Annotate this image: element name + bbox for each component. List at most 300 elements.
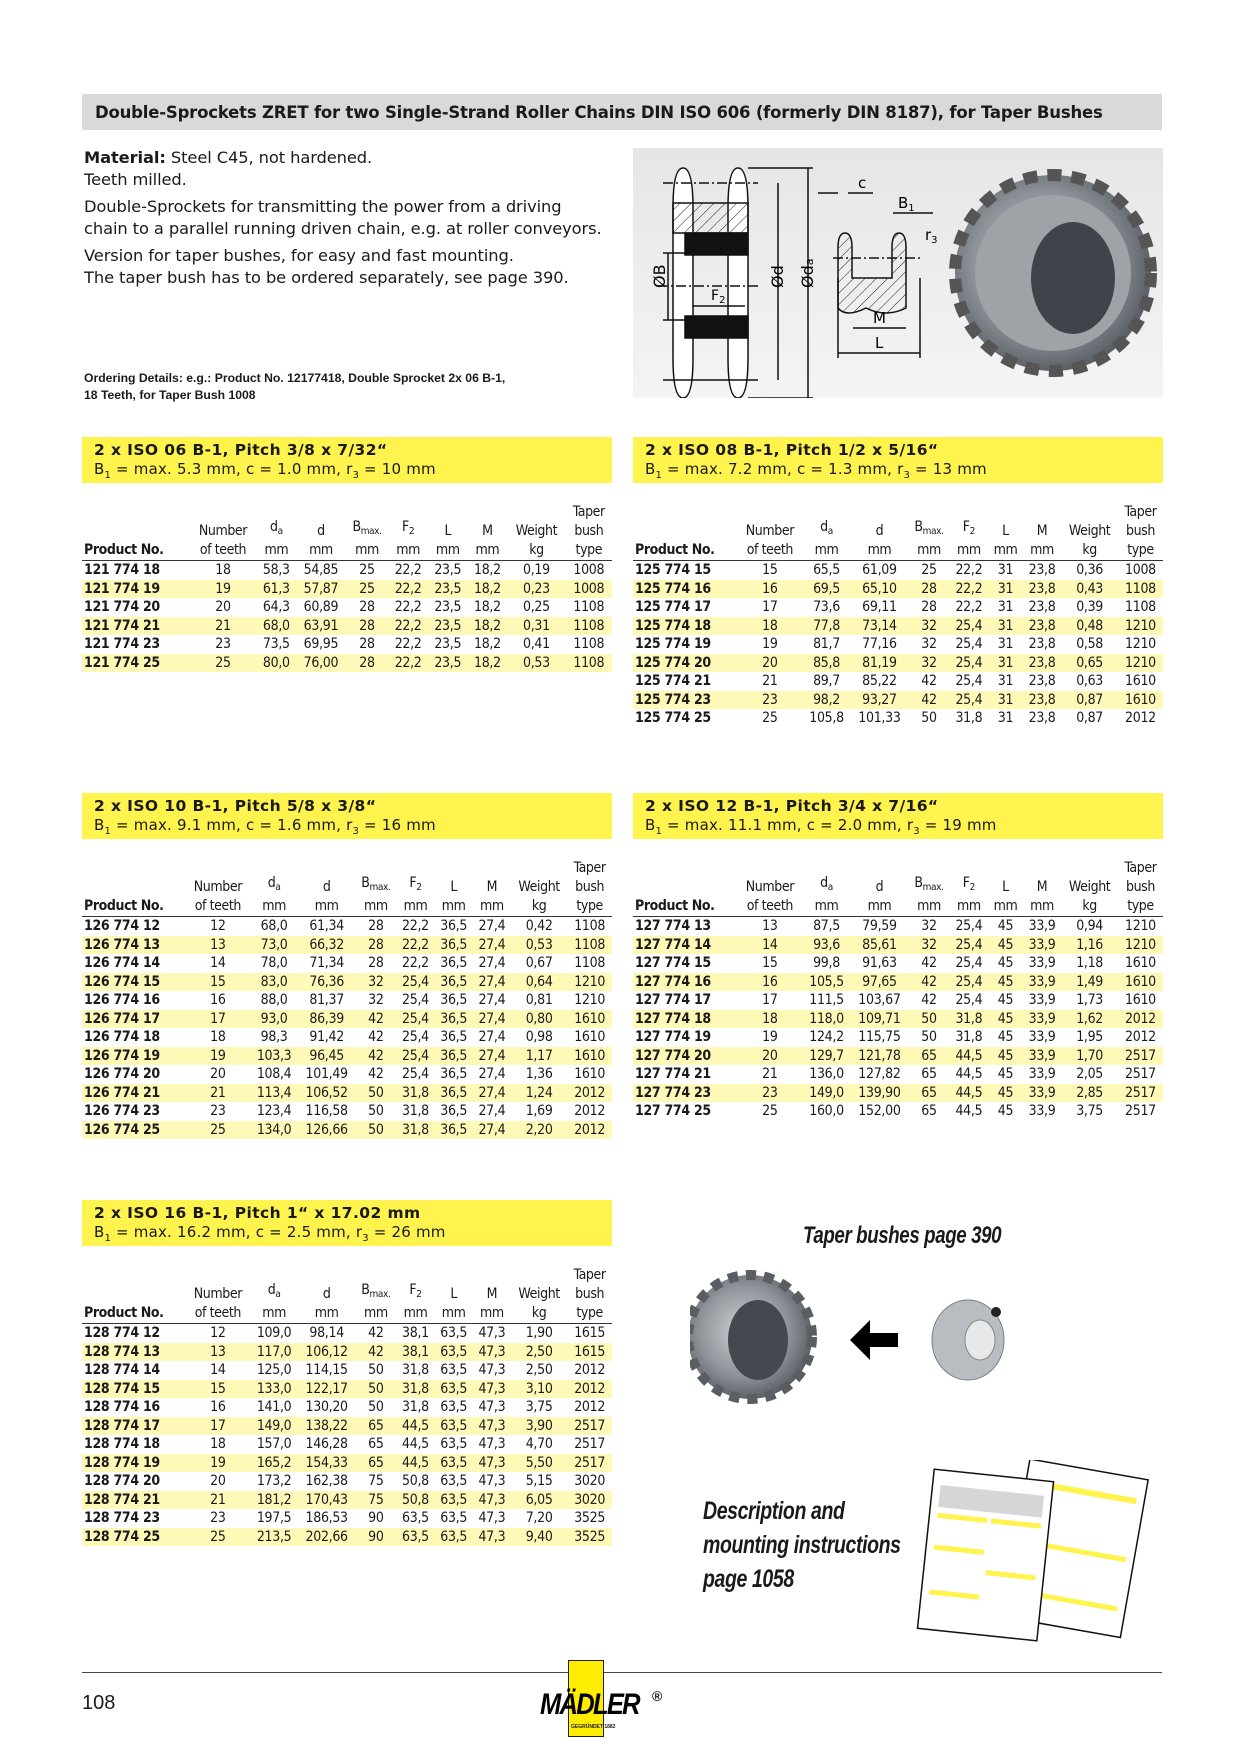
table-cell: 31,8 — [402, 1103, 429, 1119]
table-cell: 129,7 — [802, 1047, 850, 1066]
table-cell: 1,36 — [525, 1066, 553, 1082]
table-cell: 73,6 — [813, 599, 840, 615]
table-cell: 27,4 — [473, 1121, 511, 1140]
table-cell: 25 — [762, 710, 778, 726]
table-cell: 69,11 — [862, 599, 897, 615]
table-cell: 149,0 — [250, 1417, 298, 1436]
product-number: 126 774 16 — [84, 992, 160, 1008]
table-cell: 1210 — [1118, 617, 1163, 636]
table-cell: 22,2 — [388, 654, 428, 673]
table-cell: 2517 — [567, 1417, 612, 1436]
table-cell: 114,15 — [305, 1362, 348, 1378]
section-iso-16 — [82, 1200, 612, 1546]
section-header — [633, 793, 1163, 839]
table-cell: 31,8 — [396, 1380, 434, 1399]
table-cell: 75 — [355, 1491, 396, 1510]
table-cell: 32 — [355, 973, 396, 992]
table-cell: 22,2 — [950, 580, 989, 599]
table-row — [633, 1102, 1163, 1121]
col-d-header: d mm — [298, 1266, 355, 1324]
table-cell: 64,3 — [262, 599, 290, 615]
table-cell: 45 — [997, 955, 1014, 971]
table-row — [82, 561, 612, 580]
table-cell: 22,2 — [394, 562, 422, 578]
table-cell: 47,3 — [473, 1528, 511, 1547]
table-cell: 1,62 — [1061, 1010, 1118, 1029]
table-cell: 0,42 — [525, 918, 553, 934]
table-cell: 58,3 — [262, 562, 290, 578]
table-row — [82, 1121, 612, 1140]
table-cell: 68,0 — [260, 918, 288, 934]
product-table — [633, 503, 1163, 728]
table-cell: 122,17 — [298, 1380, 355, 1399]
table-cell: 1108 — [573, 599, 605, 615]
table-cell: 1210 — [567, 973, 612, 992]
table-cell: 36,5 — [435, 936, 473, 955]
table-cell: 13 — [186, 1343, 251, 1362]
col-weight-header: Weight kg — [1061, 503, 1118, 561]
table-cell: 45 — [988, 1010, 1023, 1029]
table-cell: 0,81 — [525, 992, 553, 1008]
product-number: 125 774 15 — [635, 562, 711, 578]
section-header — [633, 437, 1163, 483]
table-cell: 50 — [355, 1121, 396, 1140]
table-cell: 2012 — [1125, 1029, 1156, 1045]
section-header — [82, 793, 612, 839]
sprocket-image — [690, 1275, 812, 1399]
table-cell: 36,5 — [435, 1047, 473, 1066]
table-cell: 2,05 — [1076, 1066, 1104, 1082]
table-cell: 1,24 — [511, 1084, 567, 1103]
product-number: 125 774 17 — [635, 599, 711, 615]
table-cell: 28 — [921, 599, 937, 615]
table-row — [82, 936, 612, 955]
product-number: 128 774 23 — [84, 1510, 160, 1526]
table-cell: 25,4 — [950, 617, 989, 636]
instruction-pages-image — [905, 1460, 1165, 1645]
table-cell: 0,65 — [1061, 654, 1118, 673]
col-d-header: d mm — [298, 859, 355, 917]
table-cell: 0,53 — [511, 936, 567, 955]
product-number: 125 774 25 — [635, 710, 711, 726]
table-cell: 111,5 — [809, 992, 844, 1008]
table-cell: 1,73 — [1076, 992, 1104, 1008]
footer-divider — [82, 1672, 1162, 1673]
description-line: Version for taper bushes, for easy and fast mounting. — [84, 246, 514, 265]
table-cell: 50 — [921, 1029, 937, 1045]
table-cell: 16 — [210, 992, 226, 1008]
table-cell: 3525 — [567, 1528, 612, 1547]
product-number: 128 774 12 — [84, 1325, 160, 1341]
table-cell: 139,90 — [851, 1084, 909, 1103]
product-number: 127 774 25 — [635, 1103, 711, 1119]
table-cell: 54,85 — [303, 562, 339, 578]
product-number: 126 774 17 — [82, 1010, 186, 1029]
table-cell: 33,9 — [1023, 1010, 1062, 1029]
table-cell: 32 — [908, 936, 949, 955]
table-row — [633, 1065, 1163, 1084]
col-teeth-header: Number of teeth — [737, 859, 802, 917]
table-cell: 1615 — [567, 1343, 612, 1362]
table-cell: 3,10 — [511, 1380, 567, 1399]
table-cell: 1,90 — [525, 1325, 553, 1341]
table-cell: 18 — [215, 562, 231, 578]
ordering-line: 18 Teeth, for Taper Bush 1008 — [84, 388, 256, 402]
table-row — [633, 1084, 1163, 1103]
table-cell: 18 — [210, 1029, 226, 1045]
col-d-header: d mm — [296, 503, 346, 561]
table-cell: 18,2 — [474, 599, 501, 615]
table-cell: 91,42 — [309, 1029, 344, 1045]
taper-bush-image — [932, 1300, 1004, 1380]
table-cell: 50 — [921, 710, 937, 726]
ordering-line: Ordering Details: e.g.: Product No. 12177418, Double Sprocket 2x 06 B-1, — [84, 371, 506, 385]
table-cell: 27,4 — [473, 973, 511, 992]
table-cell: 4,70 — [525, 1436, 553, 1452]
table-cell: 32 — [368, 992, 384, 1008]
table-cell: 31,8 — [402, 1362, 429, 1378]
table-cell: 0,36 — [1076, 562, 1104, 578]
table-cell: 36,5 — [435, 973, 473, 992]
col-l-header: L mm — [428, 503, 468, 561]
table-cell: 23,8 — [1023, 654, 1062, 673]
table-cell: 31,8 — [955, 1029, 983, 1045]
table-cell: 6,05 — [511, 1491, 567, 1510]
table-cell: 27,4 — [478, 1103, 506, 1119]
table-cell: 2517 — [567, 1454, 612, 1473]
table-cell: 1210 — [1118, 936, 1163, 955]
table-cell: 23,5 — [434, 636, 462, 652]
table-cell: 2,50 — [525, 1362, 553, 1378]
product-number: 125 774 19 — [635, 636, 711, 652]
product-number: 121 774 18 — [84, 562, 160, 578]
table-cell: 42 — [908, 973, 949, 992]
table-cell: 2012 — [567, 1084, 612, 1103]
table-cell: 19 — [762, 636, 778, 652]
table-cell: 3,75 — [1076, 1103, 1104, 1119]
description-line: Double-Sprockets for transmitting the power from a driving — [84, 197, 562, 216]
table-cell: 22,2 — [955, 562, 983, 578]
product-number: 126 774 19 — [82, 1047, 186, 1066]
table-cell: 1615 — [574, 1325, 606, 1341]
table-cell: 47,3 — [473, 1491, 511, 1510]
table-row — [82, 1528, 612, 1547]
table-cell: 18,2 — [468, 617, 508, 636]
col-weight-header: Weight kg — [1061, 859, 1118, 917]
table-cell: 31 — [988, 617, 1023, 636]
table-row — [82, 1509, 612, 1528]
table-cell: 2012 — [567, 1380, 612, 1399]
table-cell: 47,3 — [473, 1454, 511, 1473]
col-taper-bush-header: Taper bush type — [567, 1266, 612, 1324]
table-cell: 69,95 — [303, 636, 339, 652]
col-taper-bush-header: Taper bush type — [1118, 503, 1163, 561]
col-m-header: M mm — [473, 859, 511, 917]
table-header-row — [82, 859, 612, 917]
table-cell: 45 — [997, 1029, 1014, 1045]
diameter-da-label: Øda — [798, 258, 817, 288]
table-row — [82, 1343, 612, 1362]
table-cell: 38,1 — [402, 1325, 429, 1341]
table-cell: 36,5 — [440, 955, 468, 971]
table-cell: 0,87 — [1061, 691, 1118, 710]
table-cell: 0,19 — [523, 562, 550, 578]
table-cell: 152,00 — [858, 1103, 901, 1119]
table-cell: 25,4 — [402, 1029, 429, 1045]
table-cell: 61,09 — [862, 562, 897, 578]
table-cell: 65 — [921, 1066, 937, 1082]
table-cell: 1108 — [574, 955, 606, 971]
table-cell: 115,75 — [858, 1029, 901, 1045]
table-cell: 25,4 — [955, 992, 983, 1008]
table-cell: 47,3 — [473, 1343, 511, 1362]
table-cell: 50 — [355, 1380, 396, 1399]
table-cell: 65,10 — [851, 580, 909, 599]
table-cell: 7,20 — [525, 1510, 553, 1526]
table-cell: 117,0 — [250, 1343, 298, 1362]
table-cell: 23,8 — [1028, 562, 1056, 578]
table-cell: 18,2 — [474, 636, 501, 652]
product-number: 125 774 21 — [635, 673, 711, 689]
table-cell: 1108 — [566, 654, 612, 673]
table-cell: 28 — [368, 955, 384, 971]
table-cell: 50 — [368, 1399, 384, 1415]
col-da-header: $d_a$ mm — [250, 1266, 298, 1324]
section-title: 2 x ISO 16 B-1, Pitch 1“ x 17.02 mm — [94, 1204, 421, 1222]
table-cell: 157,0 — [256, 1436, 292, 1452]
table-row — [633, 691, 1163, 710]
product-number: 128 774 15 — [82, 1380, 186, 1399]
col-teeth-header: Number of teeth — [737, 503, 802, 561]
table-cell: 42 — [921, 992, 937, 1008]
product-number: 128 774 13 — [82, 1343, 186, 1362]
table-cell: 22,2 — [388, 580, 428, 599]
table-row — [633, 1028, 1163, 1047]
material-label: Material: — [84, 148, 166, 167]
table-cell: 20 — [210, 1066, 226, 1082]
table-cell: 73,5 — [262, 636, 290, 652]
table-cell: 50 — [368, 1362, 384, 1378]
product-number: 128 774 14 — [84, 1362, 160, 1378]
table-cell: 71,34 — [309, 955, 344, 971]
table-cell: 0,25 — [523, 599, 550, 615]
table-cell: 1610 — [1125, 992, 1156, 1008]
table-cell: 36,5 — [440, 1066, 468, 1082]
table-header-row — [633, 503, 1163, 561]
table-cell: 73,0 — [250, 936, 298, 955]
table-cell: 89,7 — [813, 673, 840, 689]
table-cell: 25 — [762, 1103, 778, 1119]
table-cell: 42 — [921, 673, 937, 689]
table-cell: 25 — [359, 562, 375, 578]
table-cell: 23 — [215, 636, 231, 652]
table-cell: 47,3 — [478, 1325, 506, 1341]
table-cell: 65 — [368, 1436, 384, 1452]
table-cell: 103,67 — [858, 992, 901, 1008]
table-cell: 13 — [186, 936, 251, 955]
table-cell: 0,98 — [525, 1029, 553, 1045]
table-row — [82, 954, 612, 973]
diameter-d-label: Ød — [768, 265, 787, 288]
table-cell: 65 — [355, 1417, 396, 1436]
table-cell: 81,7 — [813, 636, 840, 652]
table-cell: 47,3 — [478, 1473, 506, 1489]
table-row — [82, 991, 612, 1010]
table-cell: 63,5 — [435, 1528, 473, 1547]
table-cell: 23,5 — [428, 617, 468, 636]
table-cell: 1108 — [1118, 580, 1163, 599]
table-cell: 47,3 — [473, 1417, 511, 1436]
table-cell: 21 — [186, 1084, 251, 1103]
table-cell: 78,0 — [260, 955, 288, 971]
table-cell: 1610 — [567, 1010, 612, 1029]
product-number: 126 774 13 — [82, 936, 186, 955]
table-cell: 165,2 — [250, 1454, 298, 1473]
table-row — [82, 1010, 612, 1029]
section-iso-10 — [82, 793, 612, 1139]
table-row — [82, 1417, 612, 1436]
product-number: 127 774 13 — [635, 918, 711, 934]
col-taper-bush-header: Taper bush type — [566, 503, 612, 561]
table-cell: 97,65 — [851, 973, 909, 992]
table-cell: 77,16 — [862, 636, 897, 652]
table-cell: 25,4 — [396, 973, 434, 992]
table-cell: 76,36 — [298, 973, 355, 992]
table-cell: 116,58 — [305, 1103, 348, 1119]
col-f2-header: $F_2$ mm — [396, 1266, 434, 1324]
table-cell: 27,4 — [478, 1066, 506, 1082]
table-cell: 31,8 — [396, 1084, 434, 1103]
table-cell: 0,58 — [1076, 636, 1104, 652]
table-cell: 1108 — [573, 636, 605, 652]
table-cell: 27,4 — [478, 955, 506, 971]
table-row — [82, 580, 612, 599]
table-cell: 186,53 — [305, 1510, 348, 1526]
table-row — [82, 1084, 612, 1103]
table-cell: 16 — [210, 1399, 226, 1415]
table-cell: 2012 — [1118, 1010, 1163, 1029]
table-cell: 76,00 — [296, 654, 346, 673]
table-cell: 124,2 — [809, 1029, 844, 1045]
table-cell: 126,66 — [298, 1121, 355, 1140]
table-row — [633, 580, 1163, 599]
table-cell: 25 — [921, 562, 937, 578]
product-number: 126 774 18 — [84, 1029, 160, 1045]
table-cell: 63,5 — [402, 1510, 429, 1526]
table-cell: 3,75 — [525, 1399, 553, 1415]
table-cell: 101,49 — [305, 1066, 348, 1082]
table-row — [82, 1435, 612, 1454]
product-number: 126 774 12 — [84, 918, 160, 934]
product-number: 126 774 25 — [82, 1121, 186, 1140]
table-cell: 1,18 — [1076, 955, 1104, 971]
table-cell: 23,5 — [434, 599, 462, 615]
product-number: 127 774 19 — [635, 1029, 711, 1045]
table-cell: 1008 — [573, 562, 605, 578]
table-cell: 18,2 — [474, 562, 501, 578]
col-l-header: L mm — [435, 859, 473, 917]
table-row — [633, 672, 1163, 691]
col-f2-header: $F_2$ mm — [396, 859, 434, 917]
table-cell: 86,39 — [298, 1010, 355, 1029]
col-weight-header: Weight kg — [507, 503, 565, 561]
table-cell: 134,0 — [250, 1121, 298, 1140]
col-da-header: $d_a$ mm — [250, 859, 298, 917]
table-cell: 33,9 — [1023, 936, 1062, 955]
table-cell: 42 — [368, 1029, 384, 1045]
page-number: 108 — [82, 1692, 116, 1714]
table-cell: 93,6 — [802, 936, 850, 955]
table-row — [82, 635, 612, 654]
table-cell: 1,17 — [511, 1047, 567, 1066]
product-number: 128 774 25 — [82, 1528, 186, 1547]
table-cell: 1008 — [566, 580, 612, 599]
product-number: 121 774 19 — [82, 580, 189, 599]
sprocket-photo — [955, 175, 1151, 371]
table-cell: 2,50 — [511, 1343, 567, 1362]
table-cell: 17 — [186, 1417, 251, 1436]
table-cell: 0,87 — [1076, 710, 1104, 726]
table-cell: 36,5 — [440, 1103, 468, 1119]
table-cell: 63,5 — [435, 1343, 473, 1362]
title-bar — [82, 94, 1162, 130]
table-row — [82, 1491, 612, 1510]
f2-label: $F_2$ — [711, 288, 726, 306]
table-cell: 33,9 — [1028, 1066, 1056, 1082]
product-number: 121 774 21 — [82, 617, 189, 636]
table-cell: 32 — [908, 654, 949, 673]
table-cell: 0,39 — [1076, 599, 1104, 615]
table-cell: 33,9 — [1028, 1103, 1056, 1119]
table-cell: 50,8 — [396, 1491, 434, 1510]
table-row — [633, 709, 1163, 728]
table-row — [82, 1047, 612, 1066]
table-cell: 105,5 — [802, 973, 850, 992]
section-title: 2 x ISO 08 B-1, Pitch 1/2 x 5/16“ — [645, 441, 939, 459]
table-cell: 85,8 — [802, 654, 850, 673]
table-row — [82, 1472, 612, 1491]
table-cell: 25,4 — [396, 1010, 434, 1029]
table-row — [82, 1065, 612, 1084]
col-weight-header: Weight kg — [511, 859, 567, 917]
table-cell: 50 — [908, 1010, 949, 1029]
technical-drawing-panel — [633, 148, 1163, 398]
table-cell: 170,43 — [298, 1491, 355, 1510]
table-cell: 1,49 — [1061, 973, 1118, 992]
table-cell: 68,0 — [257, 617, 297, 636]
section-subtitle: $B_1 = \max$. 16.2 mm, c = 2.5 mm, $r_3 = 26$ mm — [94, 1223, 446, 1244]
table-cell: 1610 — [1118, 973, 1163, 992]
table-cell: 2012 — [574, 1399, 606, 1415]
table-cell: 1210 — [1125, 918, 1156, 934]
table-cell: 44,5 — [950, 1047, 989, 1066]
table-cell: 28 — [346, 654, 389, 673]
table-cell: 213,5 — [250, 1528, 298, 1547]
table-cell: 1610 — [574, 1066, 606, 1082]
table-cell: 20 — [210, 1473, 226, 1489]
product-number: 125 774 16 — [633, 580, 737, 599]
table-cell: 36,5 — [435, 1084, 473, 1103]
description-line: chain to a parallel running driven chain, e.g. at roller conveyors. — [84, 218, 602, 238]
product-number: 126 774 21 — [82, 1084, 186, 1103]
table-cell: 18,2 — [468, 580, 508, 599]
table-cell: 162,38 — [305, 1473, 348, 1489]
table-cell: 1610 — [574, 1029, 606, 1045]
col-l-header: L mm — [988, 503, 1023, 561]
table-cell: 85,22 — [862, 673, 897, 689]
table-cell: 73,14 — [851, 617, 909, 636]
r3-label: $r_3$ — [925, 226, 938, 246]
